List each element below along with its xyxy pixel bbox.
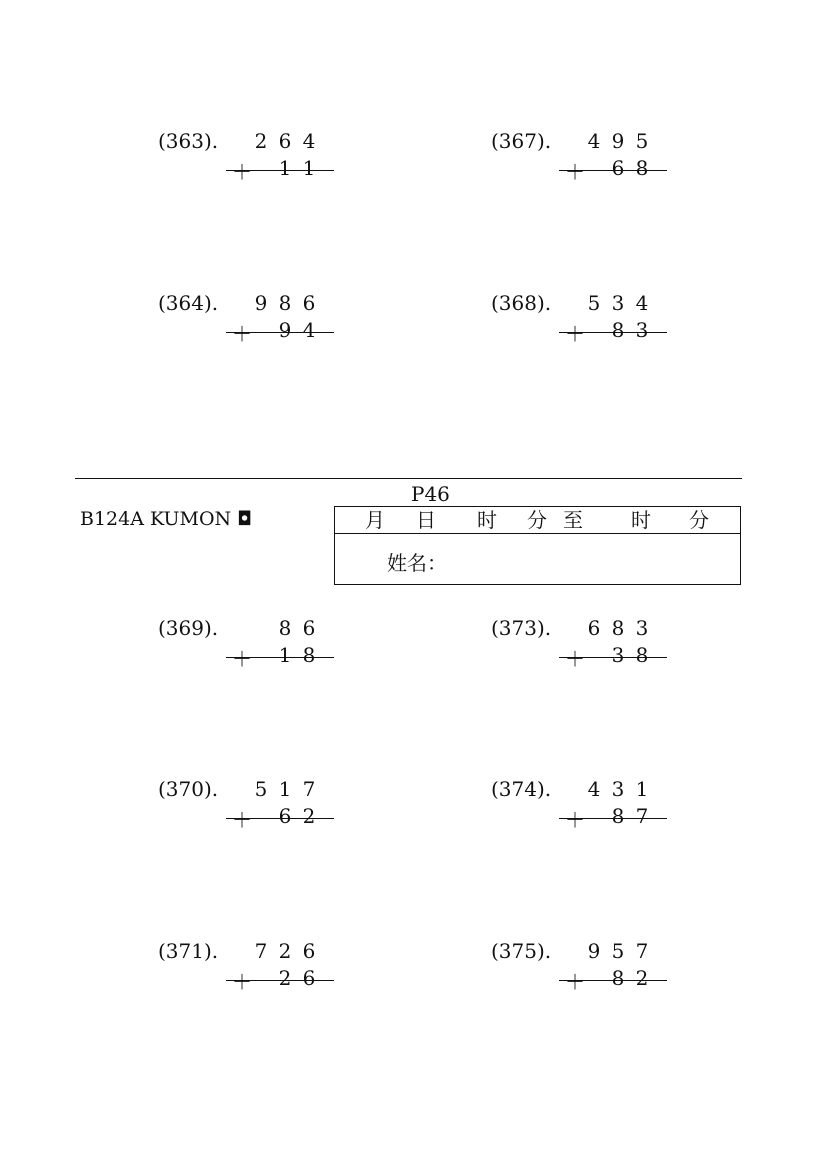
bottom-digit-tens: 8: [611, 804, 625, 828]
top-digit-tens: 2: [278, 939, 292, 963]
hour-end-label: 时: [631, 508, 651, 532]
top-digit-hundreds: 4: [587, 777, 601, 801]
answer-line: [559, 332, 667, 333]
bottom-digit-ones: 8: [635, 643, 649, 667]
answer-line: [226, 980, 334, 981]
problem-number: (371).: [158, 939, 219, 963]
top-digit-hundreds: 7: [254, 939, 268, 963]
bottom-digit-tens: 3: [611, 643, 625, 667]
problem-375: [491, 939, 691, 999]
bottom-digit-tens: 8: [611, 966, 625, 990]
top-digit-ones: 6: [302, 939, 316, 963]
top-digit-tens: 9: [611, 129, 625, 153]
problem-number: (370).: [158, 777, 219, 801]
bottom-digit-tens: 2: [278, 966, 292, 990]
problem-374: [491, 777, 691, 837]
name-label: 姓名：: [387, 551, 447, 575]
answer-line: [226, 657, 334, 658]
problem-number: (375).: [491, 939, 552, 963]
top-digit-ones: 4: [635, 291, 649, 315]
problem-number: (369).: [158, 616, 219, 640]
bottom-digit-tens: 8: [611, 318, 625, 342]
minute-start-label: 分: [527, 508, 547, 532]
top-digit-tens: 6: [278, 129, 292, 153]
series-label: B124A KUMON ◘: [80, 508, 253, 530]
bottom-digit-ones: 8: [302, 643, 316, 667]
problem-number: (364).: [158, 291, 219, 315]
answer-line: [559, 980, 667, 981]
plus-sign: ＋: [565, 970, 585, 994]
top-digit-tens: 8: [611, 616, 625, 640]
top-digit-hundreds: 2: [254, 129, 268, 153]
plus-sign: ＋: [565, 647, 585, 671]
top-digit-ones: 6: [302, 616, 316, 640]
answer-line: [559, 170, 667, 171]
date-time-row: [335, 507, 740, 534]
top-digit-hundreds: 9: [587, 939, 601, 963]
top-digit-ones: 3: [635, 616, 649, 640]
problem-373: [491, 616, 691, 676]
top-digit-hundreds: 6: [587, 616, 601, 640]
minute-end-label: 分: [689, 508, 709, 532]
page-number: P46: [411, 482, 450, 506]
bottom-digit-ones: 2: [635, 966, 649, 990]
top-digit-ones: 6: [302, 291, 316, 315]
plus-sign: ＋: [565, 160, 585, 184]
plus-sign: ＋: [565, 808, 585, 832]
problem-364: [158, 291, 358, 351]
top-digit-ones: 7: [302, 777, 316, 801]
problem-371: [158, 939, 358, 999]
page-divider: [75, 478, 742, 479]
top-digit-tens: 5: [611, 939, 625, 963]
plus-sign: ＋: [232, 647, 252, 671]
answer-line: [559, 657, 667, 658]
problem-number: (373).: [491, 616, 552, 640]
problem-363: [158, 129, 358, 189]
month-label: 月: [365, 508, 385, 532]
problem-370: [158, 777, 358, 837]
top-digit-ones: 4: [302, 129, 316, 153]
bottom-digit-tens: 1: [278, 643, 292, 667]
top-digit-tens: 3: [611, 777, 625, 801]
bottom-digit-ones: 2: [302, 804, 316, 828]
plus-sign: ＋: [232, 970, 252, 994]
date-time-name-box: [334, 506, 741, 585]
top-digit-hundreds: 5: [587, 291, 601, 315]
problem-368: [491, 291, 691, 351]
bottom-digit-tens: 6: [278, 804, 292, 828]
problem-number: (363).: [158, 129, 219, 153]
problem-369: [158, 616, 358, 676]
top-digit-hundreds: 9: [254, 291, 268, 315]
to-label: 至: [563, 508, 583, 532]
bottom-digit-tens: 1: [278, 156, 292, 180]
answer-line: [226, 332, 334, 333]
answer-line: [226, 170, 334, 171]
bottom-digit-tens: 9: [278, 318, 292, 342]
top-digit-ones: 1: [635, 777, 649, 801]
day-label: 日: [416, 508, 436, 532]
top-digit-ones: 5: [635, 129, 649, 153]
top-digit-tens: 1: [278, 777, 292, 801]
plus-sign: ＋: [232, 160, 252, 184]
bottom-digit-ones: 7: [635, 804, 649, 828]
top-digit-hundreds: 4: [587, 129, 601, 153]
top-digit-ones: 7: [635, 939, 649, 963]
problem-number: (374).: [491, 777, 552, 801]
answer-line: [559, 818, 667, 819]
hour-start-label: 时: [477, 508, 497, 532]
bottom-digit-ones: 4: [302, 318, 316, 342]
bottom-digit-ones: 6: [302, 966, 316, 990]
bottom-digit-ones: 3: [635, 318, 649, 342]
top-digit-tens: 8: [278, 291, 292, 315]
plus-sign: ＋: [232, 808, 252, 832]
bottom-digit-ones: 1: [302, 156, 316, 180]
problem-number: (368).: [491, 291, 552, 315]
bottom-digit-ones: 8: [635, 156, 649, 180]
bottom-digit-tens: 6: [611, 156, 625, 180]
plus-sign: ＋: [565, 322, 585, 346]
problem-367: [491, 129, 691, 189]
plus-sign: ＋: [232, 322, 252, 346]
top-digit-tens: 8: [278, 616, 292, 640]
problem-number: (367).: [491, 129, 552, 153]
answer-line: [226, 818, 334, 819]
top-digit-hundreds: 5: [254, 777, 268, 801]
top-digit-tens: 3: [611, 291, 625, 315]
